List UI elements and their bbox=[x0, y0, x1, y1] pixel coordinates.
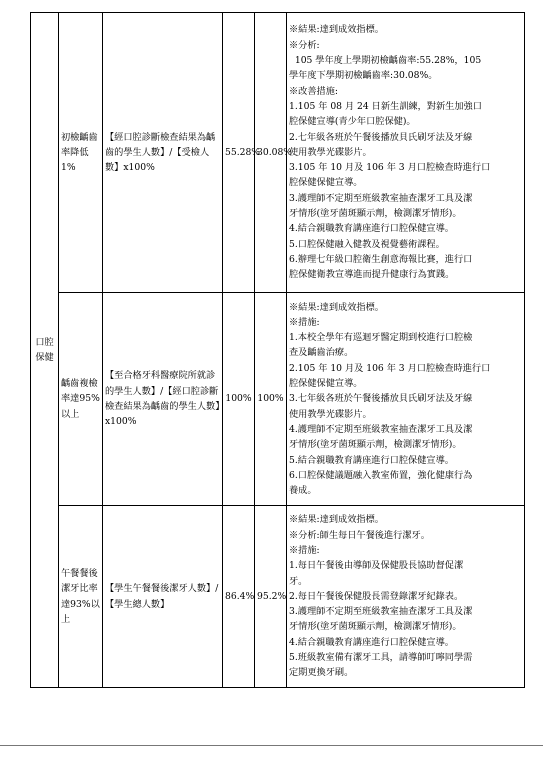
note-line: ※改善措施: bbox=[289, 85, 339, 97]
indicator-cell: 初檢齲齒率降低1% bbox=[59, 13, 103, 293]
note-line: 腔保健保健宣導。 bbox=[289, 378, 363, 390]
notes-cell bbox=[287, 506, 525, 688]
note-line: 3.105 年 10 月及 106 年 3 月口腔檢查時進行口 bbox=[289, 162, 491, 174]
note-line: 2.105 年 10 月及 106 年 3 月口腔檢查時進行口 bbox=[289, 362, 491, 374]
note-line: 4.結合親職教育講座進行口腔保健宣導。 bbox=[289, 636, 454, 648]
note-line: 2.每日午餐後保健股長需登錄潔牙紀錄表。 bbox=[289, 590, 464, 602]
note-line: 5.班級教室備有潔牙工具，請導師叮嚀同學需 bbox=[289, 652, 473, 664]
indicator-cell: 午餐餐後潔牙比率達93%以上 bbox=[59, 506, 103, 688]
page-bottom-divider bbox=[0, 745, 543, 746]
actual-value: 95.2% bbox=[255, 506, 287, 688]
note-line: 3.七年級各班於午餐後播放貝氏刷牙法及牙線 bbox=[289, 393, 473, 405]
note-line: 5.口腔保健融入健教及視覺藝術課程。 bbox=[289, 238, 445, 250]
note-line: 牙。 bbox=[289, 575, 308, 587]
notes-cell bbox=[287, 293, 525, 506]
note-line: 1.105 年 08 月 24 日新生訓練，對新生加強口 bbox=[289, 100, 482, 112]
health-indicator-table bbox=[30, 12, 525, 688]
note-line: 105 學年度上學期初檢齲齒率:55.28%，105 bbox=[289, 55, 482, 67]
note-line: 牙情形(塗牙菌斑顯示劑，檢測潔牙情形)。 bbox=[289, 621, 462, 633]
actual-value: 100% bbox=[255, 293, 287, 506]
note-line: 使用教學光碟影片。 bbox=[289, 408, 372, 420]
note-line: 養成。 bbox=[289, 485, 317, 497]
target-value: 100% bbox=[223, 293, 255, 506]
target-value: 55.28% bbox=[223, 13, 255, 293]
note-line: 腔保健保健宣導。 bbox=[289, 177, 363, 189]
table-row bbox=[31, 13, 525, 293]
note-line: 1.每日午餐後由導師及保健股長協助督促潔 bbox=[289, 560, 464, 572]
note-line: 定期更換牙刷。 bbox=[289, 667, 354, 679]
formula-cell: 【學生午餐餐後潔牙人數】/【學生總人數】 bbox=[103, 506, 223, 688]
note-line: 5.結合親職教育講座進行口腔保健宣導。 bbox=[289, 454, 454, 466]
note-line: 3.護理師不定期至班級教室抽查潔牙工具及潔 bbox=[289, 192, 473, 204]
note-line: 使用教學光碟影片。 bbox=[289, 146, 372, 158]
note-line: 牙情形(塗牙菌斑顯示劑，檢測潔牙情形)。 bbox=[289, 208, 462, 220]
note-line: 4.護理師不定期至班級教室抽查潔牙工具及潔 bbox=[289, 423, 473, 435]
note-line: ※措施: bbox=[289, 544, 320, 556]
note-line: 6.口腔保健議題融入教室佈置，強化健康行為 bbox=[289, 469, 473, 481]
note-line: 查及齲齒治療。 bbox=[289, 347, 354, 359]
note-line: 6.辦理七年級口腔衛生創意海報比賽，進行口 bbox=[289, 253, 473, 265]
note-line: 1.本校全學年有巡迴牙醫定期到校進行口腔檢 bbox=[289, 332, 473, 344]
note-line: ※結果:達到成效指標。 bbox=[289, 301, 384, 313]
table-row bbox=[31, 293, 525, 506]
note-line: 3.護理師不定期至班級教室抽查潔牙工具及潔 bbox=[289, 606, 473, 618]
note-line: ※分析:師生每日午餐後進行潔牙。 bbox=[289, 529, 430, 541]
note-line: 4.結合親職教育講座進行口腔保健宣導。 bbox=[289, 223, 454, 235]
note-line: 2.七年級各班於午餐後播放貝氏刷牙法及牙線 bbox=[289, 131, 473, 143]
category-cell: 口腔保健 bbox=[31, 13, 59, 688]
note-line: 牙情形(塗牙菌斑顯示劑，檢測潔牙情形)。 bbox=[289, 439, 462, 451]
note-line: 腔保健宣導(青少年口腔保健)。 bbox=[289, 116, 416, 128]
indicator-cell: 齲齒複檢率達95%以上 bbox=[59, 293, 103, 506]
note-line: ※措施: bbox=[289, 316, 320, 328]
note-line: ※分析: bbox=[289, 39, 320, 51]
note-line: 腔保健衛教宣導進而提升健康行為實踐。 bbox=[289, 269, 455, 281]
target-value: 86.4% bbox=[223, 506, 255, 688]
table-row bbox=[31, 506, 525, 688]
note-line: ※結果:達到成效指標。 bbox=[289, 514, 384, 526]
note-line: 學年度下學期初檢齲齒率:30.08%。 bbox=[289, 70, 438, 82]
notes-cell bbox=[287, 13, 525, 293]
formula-cell: 【經口腔診斷檢查結果為齲齒的學生人數】/【受檢人數】x100% bbox=[103, 13, 223, 293]
formula-cell: 【至合格牙科醫療院所就診的學生人數】/【經口腔診斷檢查結果為齲齒的學生人數】x100% bbox=[103, 293, 223, 506]
note-line: ※結果:達到成效指標。 bbox=[289, 24, 384, 36]
actual-value: 30.08% bbox=[255, 13, 287, 293]
